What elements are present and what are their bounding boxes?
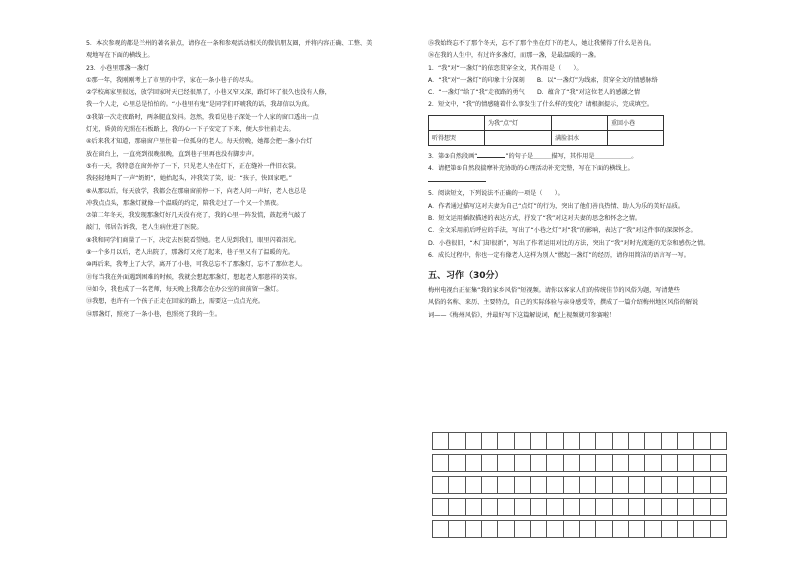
essay-line: 梅州电视台正征集“我的家乡风俗”短视频。请你以客家人们的传统佳节的风俗为题，写清楚些 <box>428 287 680 295</box>
grid-cell[interactable] <box>432 455 448 471</box>
passage-line: ⑫如今，我也成了一名老师，每天晚上我都会在办公室的窗前留一盏灯。 <box>86 285 283 293</box>
grid-cell[interactable] <box>661 521 677 537</box>
grid-row[interactable] <box>432 432 727 450</box>
question-1-options <box>428 75 728 100</box>
grid-cell[interactable] <box>546 521 562 537</box>
passage-continued <box>428 38 728 63</box>
grid-cell[interactable] <box>448 477 464 493</box>
table-cell[interactable] <box>429 115 485 130</box>
table-row <box>429 130 664 145</box>
grid-cell[interactable] <box>644 521 660 537</box>
grid-cell[interactable] <box>710 433 727 449</box>
grid-cell[interactable] <box>481 433 497 449</box>
grid-cell[interactable] <box>465 433 481 449</box>
grid-cell[interactable] <box>563 477 579 493</box>
question-4: 4．请把第⑤自然段揣摩补充协助的心理活动补充完整，写在下面的横线上。 <box>428 165 634 173</box>
grid-cell[interactable] <box>628 499 644 515</box>
grid-cell[interactable] <box>612 477 628 493</box>
essay-line: 词——《梅州风俗》，并最好写下这篇解说词，配上视频就可参赛啦！ <box>428 311 616 319</box>
question-3-blank[interactable] <box>477 150 505 158</box>
grid-cell[interactable] <box>432 433 448 449</box>
grid-cell[interactable] <box>530 433 546 449</box>
essay-line: 风俗的名称、来历、主要特点，自己的实际体验与亲身感受等，撰成了一篇介绍梅州地区风俗的解说 <box>428 299 699 307</box>
grid-cell[interactable] <box>661 455 677 471</box>
emotion-fill-table <box>428 115 664 146</box>
grid-cell[interactable] <box>546 477 562 493</box>
passage-line: 冲我点点头，那盏灯就像一个温暖的约定，陪我走过了一个又一个黑夜。 <box>86 199 283 207</box>
passage-line: ⑨一个多月以后，老人出院了，那盏灯又亮了起来，巷子里又有了温暖的光。 <box>86 249 295 257</box>
grid-cell[interactable] <box>497 499 513 515</box>
grid-cell[interactable] <box>612 499 628 515</box>
grid-cell[interactable] <box>497 477 513 493</box>
grid-cell[interactable] <box>661 499 677 515</box>
grid-cell[interactable] <box>677 477 693 493</box>
passage-line: ③我第一次走夜路时，两条腿直发抖。忽然，我看见巷子深处一个人家的窗口透出一点 <box>86 113 319 121</box>
answer-line[interactable] <box>428 175 486 182</box>
grid-cell[interactable] <box>530 455 546 471</box>
passage-line: ⑥从那以后，每天放学，我都会在那扇窗前停一下，向老人问一声好，老人也总是 <box>86 187 307 195</box>
passage-line: 我轻轻地叫了一声“奶奶”，她抬起头，冲我笑了笑，说：“孩子，快回家吧。” <box>86 175 292 183</box>
question-5: 5．阅读短文，下列说法不正确的一项是（ ）。 <box>428 190 564 198</box>
grid-cell[interactable] <box>661 433 677 449</box>
grid-cell[interactable] <box>530 521 546 537</box>
grid-cell[interactable] <box>693 433 709 449</box>
grid-cell[interactable] <box>579 521 595 537</box>
grid-cell[interactable] <box>677 433 693 449</box>
grid-cell[interactable] <box>465 499 481 515</box>
grid-cell[interactable] <box>612 433 628 449</box>
grid-cell[interactable] <box>644 433 660 449</box>
grid-cell[interactable] <box>595 433 611 449</box>
section-title: 五、习作（30分） <box>428 271 504 282</box>
grid-cell[interactable] <box>514 455 530 471</box>
grid-row[interactable] <box>432 498 727 516</box>
question-5-options <box>428 201 728 262</box>
grid-cell[interactable] <box>465 455 481 471</box>
passage-title: 23．小巷里那盏一盏灯 <box>86 64 150 72</box>
grid-cell[interactable] <box>481 499 497 515</box>
grid-cell[interactable] <box>514 433 530 449</box>
grid-cell[interactable] <box>514 521 530 537</box>
grid-cell[interactable] <box>661 477 677 493</box>
grid-cell[interactable] <box>465 521 481 537</box>
table-cell[interactable] <box>484 130 551 145</box>
passage-line: ⑪每当我在外面遇到困难的时候，我就会想起那盏灯，想起老人那慈祥的笑容。 <box>86 273 301 281</box>
grid-cell[interactable] <box>546 455 562 471</box>
grid-cell[interactable] <box>612 455 628 471</box>
question-5-intro <box>86 38 386 63</box>
passage-line: ②学校离家里很远，放学回家时天已经很黑了，小巷又窄又深，路灯坏了很久也没有人修， <box>86 89 331 97</box>
grid-cell[interactable] <box>432 477 448 493</box>
grid-cell[interactable] <box>481 477 497 493</box>
grid-cell[interactable] <box>677 455 693 471</box>
grid-row[interactable] <box>432 454 727 472</box>
left-column <box>86 38 386 321</box>
passage-line: 敲门，邻居告诉我，老人生病住进了医院。 <box>86 224 203 232</box>
grid-cell[interactable] <box>448 433 464 449</box>
grid-cell[interactable] <box>644 477 660 493</box>
grid-cell[interactable] <box>563 455 579 471</box>
option-line: C．“一盏灯”给了“我”走夜路的勇气 D．蕴含了“我”对这位老人的感激之情 <box>428 89 641 97</box>
grid-cell[interactable] <box>563 521 579 537</box>
question-1: 1．“我”对“一盏灯”的依恋贯穿全文，其作用是（ ）。 <box>428 64 583 72</box>
question-3-prefix: 3．第③自然段画“ <box>428 152 478 160</box>
option-line: A．作者通过描写这对夫妻为自己“点灯”的行为，突出了他们善良热情、助人为乐的美好品质。 <box>428 202 684 210</box>
passage-line: 放在窗台上，一直亮到很晚很晚，直到巷子里再也没有脚步声。 <box>86 150 258 158</box>
table-cell[interactable] <box>552 115 608 130</box>
grid-cell[interactable] <box>579 433 595 449</box>
passage-line: ④后来我才知道，那扇窗户里住着一位孤身的老人。每天傍晚，她都会把一盏小台灯 <box>86 138 313 146</box>
grid-cell[interactable] <box>710 521 727 537</box>
grid-cell[interactable] <box>563 499 579 515</box>
right-column <box>428 38 728 322</box>
grid-cell[interactable] <box>644 455 660 471</box>
grid-cell[interactable] <box>693 521 709 537</box>
grid-cell[interactable] <box>579 455 595 471</box>
table-cell: 为我“点”灯 <box>484 115 551 130</box>
option-line: C．全文采用前后呼应的手法，写出了“小巷之灯”对“我”的影响，表达了“我”对这件事的深深怀念。 <box>428 227 697 235</box>
grid-cell[interactable] <box>465 477 481 493</box>
passage-line: 灯光，昏黄的光照在石板路上，我的心一下子安定了下来，便大步往前走去。 <box>86 126 295 134</box>
grid-cell[interactable] <box>530 477 546 493</box>
grid-cell[interactable] <box>481 455 497 471</box>
grid-cell[interactable] <box>497 455 513 471</box>
passage-line: ⑬我想，也许有一个孩子正走在回家的路上，需要这一点点光亮。 <box>86 298 264 306</box>
grid-cell[interactable] <box>628 521 644 537</box>
grid-cell[interactable] <box>677 499 693 515</box>
grid-cell[interactable] <box>677 521 693 537</box>
grid-cell[interactable] <box>710 499 727 515</box>
option-line: 6．成长过程中，你也一定有像老人这样为别人“燃起一盏灯”的经历，请你用简洁的语言写一写。 <box>428 251 690 259</box>
table-cell: 重回小巷 <box>608 115 664 130</box>
grid-cell[interactable] <box>481 521 497 537</box>
grid-cell[interactable] <box>448 455 464 471</box>
grid-cell[interactable] <box>563 433 579 449</box>
grid-cell[interactable] <box>628 455 644 471</box>
reading-passage <box>86 75 386 321</box>
option-line: A．“我”对“一盏灯”的印象十分深刻 B．以“一盏灯”为线索，贯穿全文的情感脉络 <box>428 76 658 84</box>
grid-cell[interactable] <box>595 499 611 515</box>
question-2: 2．短文中，“我”的情感随着什么事发生了什么样的变化？请根据提示，完成填空。 <box>428 101 654 109</box>
passage-line: ⑧我和同学们商量了一下，决定去医院看望她。老人见到我们，眼里闪着泪光。 <box>86 236 301 244</box>
grid-cell[interactable] <box>514 499 530 515</box>
grid-cell[interactable] <box>432 521 448 537</box>
grid-cell[interactable] <box>612 521 628 537</box>
grid-cell[interactable] <box>693 455 709 471</box>
grid-cell[interactable] <box>710 455 727 471</box>
grid-cell[interactable] <box>497 521 513 537</box>
table-row <box>429 115 664 130</box>
passage-line: ⑮我始终忘不了那个冬天，忘不了那个坐在灯下的老人，她让我懂得了什么是善良。 <box>428 40 656 47</box>
essay-prompt <box>428 285 728 322</box>
grid-cell[interactable] <box>628 477 644 493</box>
option-line: B．短文运用插叙描述的表达方式，抒发了“我”对这对夫妻的思念和怀念之情。 <box>428 214 642 222</box>
option-line: D．小巷很旧，“木门却很新”，写出了作者运用对比的方法，突出了“我”对时光流逝的无奈和感伤之情。 <box>428 239 710 247</box>
passage-line: 我一个人走，心里总是怕怕的。“小巷里有鬼”是同学们吓唬我的话，我却信以为真。 <box>86 101 314 109</box>
passage-line: ⑦第二年冬天，我发现那盏灯好几天没有亮了，我的心里一阵发慌，鼓起勇气敲了 <box>86 212 307 220</box>
grid-cell[interactable] <box>546 499 562 515</box>
grid-row[interactable] <box>432 520 727 538</box>
grid-cell[interactable] <box>693 499 709 515</box>
text-line: 5．本次参观的都是兰州的著名景点，请你在一条和参观活动相关的微信朋友圈，并将内容正确、工整、美 <box>86 40 373 47</box>
grid-cell[interactable] <box>514 477 530 493</box>
grid-cell[interactable] <box>448 521 464 537</box>
grid-cell[interactable] <box>497 433 513 449</box>
grid-cell[interactable] <box>644 499 660 515</box>
grid-cell[interactable] <box>710 477 727 493</box>
grid-cell[interactable] <box>530 499 546 515</box>
grid-cell[interactable] <box>579 499 595 515</box>
grid-cell[interactable] <box>595 455 611 471</box>
passage-line: ⑯在我的人生中，有过许多盏灯，而那一盏，是最温暖的一盏。 <box>428 52 600 60</box>
grid-cell[interactable] <box>579 477 595 493</box>
grid-cell[interactable] <box>693 477 709 493</box>
writing-grid[interactable] <box>432 432 727 542</box>
passage-line: ①那一年，我刚刚考上了市里的中学，家在一条小巷子的尽头。 <box>86 76 258 84</box>
grid-cell[interactable] <box>546 433 562 449</box>
grid-cell[interactable] <box>595 521 611 537</box>
passage-line: ⑭那盏灯，照亮了一条小巷，也照亮了我的一生。 <box>86 310 222 318</box>
question-3 <box>428 150 728 163</box>
passage-line: ⑩再后来，我考上了大学，离开了小巷，可我总忘不了那盏灯，忘不了那位老人。 <box>86 261 307 269</box>
grid-cell[interactable] <box>448 499 464 515</box>
grid-cell[interactable] <box>628 433 644 449</box>
question-3-suffix: ”的句子是＿＿＿描写，其作用是＿＿＿＿＿＿。 <box>505 152 638 160</box>
text-line: 观地写在下面的横线上。 <box>86 52 154 60</box>
grid-row[interactable] <box>432 476 727 494</box>
passage-line: ⑤有一天，我特意在窗外停了一下，只见老人坐在灯下，正在缝补一件旧衣裳。 <box>86 162 301 170</box>
table-cell: 满脸泪水 <box>552 130 608 145</box>
table-cell[interactable] <box>608 130 664 145</box>
table-cell: 听得想哭 <box>429 130 485 145</box>
grid-cell[interactable] <box>432 499 448 515</box>
grid-cell[interactable] <box>595 477 611 493</box>
